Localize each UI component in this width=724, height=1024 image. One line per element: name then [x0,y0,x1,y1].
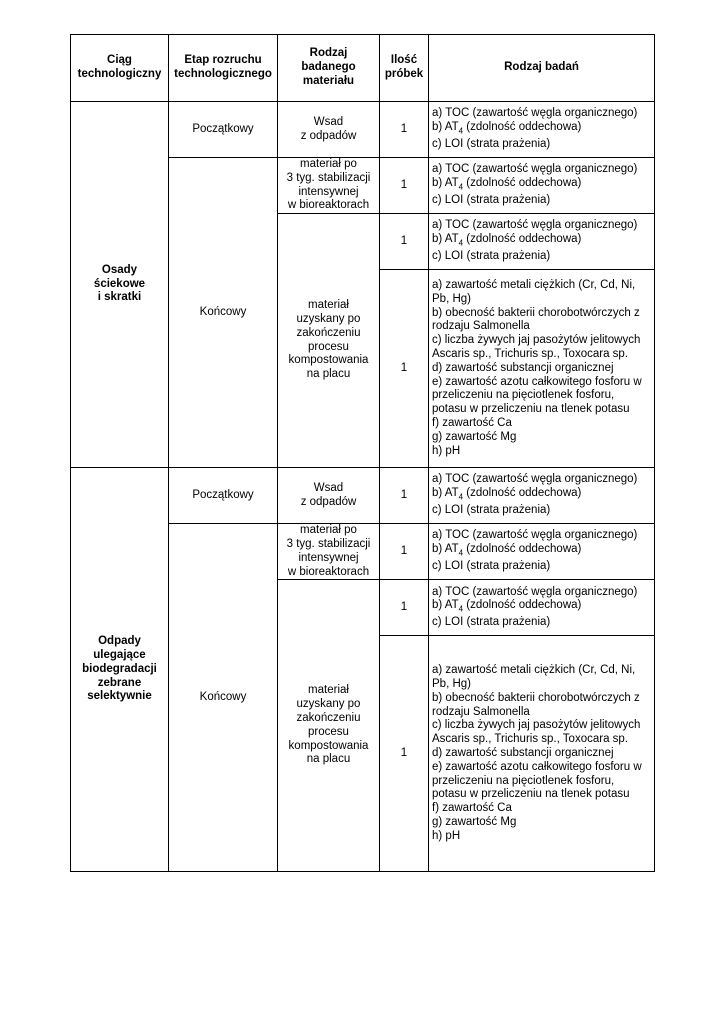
test-at-suffix: (zdolność oddechowa) [463,599,582,612]
test-toc: a) TOC (zawartość węgla organicznego) [432,107,638,120]
header-sample-count: Ilość próbek [380,35,429,102]
stage-cell: Końcowy [169,158,278,468]
test-toc: a) TOC (zawartość węgla organicznego) [432,219,638,232]
test-toc: a) TOC (zawartość węgla organicznego) [432,585,638,598]
table-row [71,468,655,524]
test-at-subscript: 4 [458,492,464,502]
process-line-cell: Odpady ulegające biodegradacji zebrane selektywnie [71,468,169,872]
stage-cell: Początkowy [169,102,278,158]
test-loi: c) LOI (strata prażenia) [432,194,551,207]
test-at-subscript: 4 [458,126,464,136]
count-cell: 1 [380,270,429,468]
test-toc: a) TOC (zawartość węgla organicznego) [432,163,638,176]
test-at4 [432,177,651,194]
test-loi: c) LOI (strata prażenia) [432,616,551,629]
material-cell: Wsad z odpadów [278,102,380,158]
count-cell: 1 [380,580,429,636]
count-cell: 1 [380,158,429,214]
header-row [71,35,655,102]
test-loi: c) LOI (strata prażenia) [432,138,551,151]
test-toc: a) TOC (zawartość węgla organicznego) [432,529,638,542]
test-at-prefix: b) AT [432,177,459,190]
material-cell: materiał po 3 tyg. stabilizacji intensywnej w bioreaktorach [278,524,380,580]
header-startup-stage: Etap rozruchu technologicznego [169,35,278,102]
tests-cell [429,102,655,158]
header-test-type: Rodzaj badań [429,35,655,102]
material-cell: Wsad z odpadów [278,468,380,524]
test-loi: c) LOI (strata prażenia) [432,560,551,573]
test-at-suffix: (zdolność oddechowa) [463,120,582,133]
tests-cell [429,524,655,580]
test-at-prefix: b) AT [432,599,459,612]
test-at4 [432,121,651,138]
stage-cell: Początkowy [169,468,278,524]
test-at-suffix: (zdolność oddechowa) [463,233,582,246]
test-at-subscript: 4 [458,238,464,248]
process-line-cell: Osady ściekowe i skratki [71,102,169,468]
test-loi: c) LOI (strata prażenia) [432,250,551,263]
count-cell: 1 [380,468,429,524]
tests-cell [429,158,655,214]
test-at-subscript: 4 [458,604,464,614]
test-at4 [432,599,651,616]
test-toc: a) TOC (zawartość węgla organicznego) [432,473,638,486]
header-material-type: Rodzaj badanego materiału [278,35,380,102]
tests-cell [429,214,655,270]
header-process-line: Ciąg technologiczny [71,35,169,102]
test-at-subscript: 4 [458,182,464,192]
material-cell: materiał po 3 tyg. stabilizacji intensywnej w bioreaktorach [278,158,380,214]
count-cell: 1 [380,214,429,270]
tests-cell [429,468,655,524]
test-at-suffix: (zdolność oddechowa) [463,543,582,556]
research-table [70,34,655,872]
test-at-prefix: b) AT [432,543,459,556]
count-cell: 1 [380,524,429,580]
test-at4 [432,487,651,504]
material-cell: materiał uzyskany po zakończeniu procesu kompostowania na placu [278,580,380,872]
test-at-subscript: 4 [458,548,464,558]
test-at-prefix: b) AT [432,120,459,133]
test-at-prefix: b) AT [432,233,459,246]
count-cell: 1 [380,102,429,158]
test-at4 [432,543,651,560]
test-at-suffix: (zdolność oddechowa) [463,487,582,500]
test-loi: c) LOI (strata prażenia) [432,504,551,517]
test-at-prefix: b) AT [432,487,459,500]
tests-cell [429,580,655,636]
test-at-suffix: (zdolność oddechowa) [463,177,582,190]
tests-cell: a) zawartość metali ciężkich (Cr, Cd, Ni, Pb, Hg) b) obecność bakterii chorobotwórczych z rodzaju Salmonella c) liczba żywych jaj pasożytów jelitowych Ascaris sp., Trichuris sp., Toxocara sp. d) zawartość substancji organicznej e) zawartość azotu całkowitego fosforu w przeliczeniu na pięciotlenek fosforu, potasu w przeliczeniu na tlenek potasu f) zawartość Ca g) zawartość Mg h) pH [429,636,655,872]
count-cell: 1 [380,636,429,872]
test-at4 [432,233,651,250]
tests-cell: a) zawartość metali ciężkich (Cr, Cd, Ni, Pb, Hg) b) obecność bakterii chorobotwórczych z rodzaju Salmonella c) liczba żywych jaj pasożytów jelitowych Ascaris sp., Trichuris sp., Toxocara sp. d) zawartość substancji organicznej e) zawartość azotu całkowitego fosforu w przeliczeniu na pięciotlenek fosforu, potasu w przeliczeniu na tlenek potasu f) zawartość Ca g) zawartość Mg h) pH [429,270,655,468]
table-row [71,102,655,158]
stage-cell: Końcowy [169,524,278,872]
material-cell: materiał uzyskany po zakończeniu procesu kompostowania na placu [278,214,380,468]
